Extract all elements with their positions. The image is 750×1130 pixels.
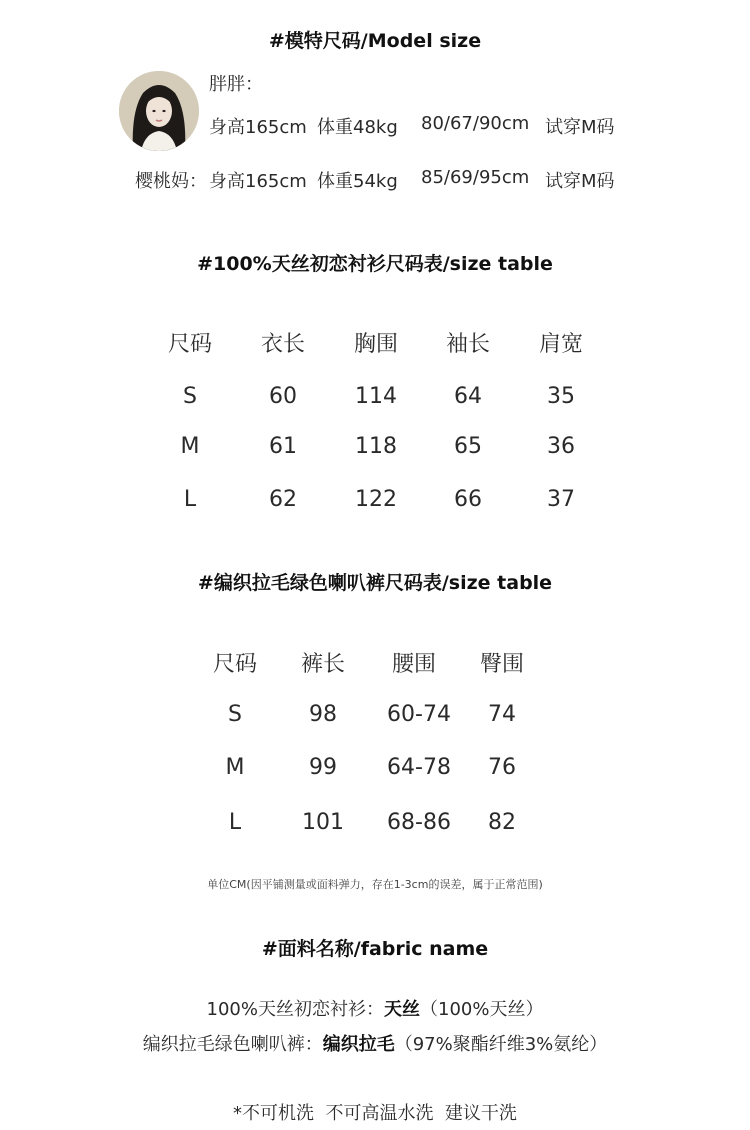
shirt-header-sleeve: 袖长 — [445, 332, 490, 357]
table-cell: 35 — [547, 384, 575, 409]
table-cell: S — [228, 702, 242, 727]
table-cell: S — [183, 384, 197, 409]
table-cell: 61 — [269, 434, 297, 459]
fabric-item-name: 天丝 — [384, 999, 420, 1020]
shirt-header-size: 尺码 — [167, 332, 212, 357]
model-size-heading: #模特尺码/Model size — [268, 30, 482, 52]
model-avatar — [119, 71, 199, 151]
table-cell: 76 — [488, 755, 516, 780]
model-2-measurements: 85/69/95cm — [421, 167, 530, 188]
pants-header-length: 裤长 — [300, 652, 345, 677]
fabric-item-label: 100%天丝初恋衬衫： — [206, 999, 384, 1020]
model-2-height: 身高165cm — [209, 171, 307, 192]
fabric-heading: #面料名称/fabric name — [261, 938, 489, 960]
fabric-item-name: 编织拉毛 — [322, 1034, 395, 1055]
fabric-item-detail: （97%聚酯纤维3%氨纶） — [394, 1034, 608, 1055]
model-1-name: 胖胖： — [209, 74, 263, 95]
table-cell: 122 — [355, 487, 397, 512]
pants-header-hip: 臀围 — [479, 652, 524, 677]
table-cell: 114 — [355, 384, 397, 409]
model-photo-icon — [119, 71, 199, 151]
table-cell: 60 — [269, 384, 297, 409]
table-cell: L — [228, 810, 242, 835]
table-cell: 64 — [454, 384, 482, 409]
table-cell: 36 — [547, 434, 575, 459]
shirt-table-heading: #100%天丝初恋衬衫尺码表/size table — [197, 253, 553, 275]
model-2-weight: 体重54kg — [317, 171, 398, 192]
model-1-tried-size: 试穿M码 — [545, 117, 615, 138]
table-cell: 66 — [454, 487, 482, 512]
fabric-item-shirt — [0, 995, 750, 1021]
table-cell: 37 — [547, 487, 575, 512]
table-cell: M — [225, 755, 245, 780]
table-cell: M — [180, 434, 200, 459]
care-instructions: *不可机洗 不可高温水洗 建议干洗 — [233, 1103, 517, 1124]
shirt-header-shoulder: 肩宽 — [538, 332, 583, 357]
shirt-header-chest: 胸围 — [353, 332, 398, 357]
table-cell: 65 — [454, 434, 482, 459]
table-cell: 60-74 — [387, 702, 451, 727]
model-1-measurements: 80/67/90cm — [421, 113, 530, 134]
table-cell: 98 — [309, 702, 337, 727]
fabric-item-label: 编织拉毛绿色喇叭裤： — [142, 1034, 323, 1055]
table-cell: 68-86 — [387, 810, 451, 835]
fabric-item-detail: （100%天丝） — [420, 999, 544, 1020]
table-cell: 99 — [309, 755, 337, 780]
model-1-height: 身高165cm — [209, 117, 307, 138]
pants-table-heading: #编织拉毛绿色喇叭裤尺码表/size table — [197, 572, 553, 594]
table-cell: 74 — [488, 702, 516, 727]
table-cell: 82 — [488, 810, 516, 835]
pants-header-waist: 腰围 — [391, 652, 436, 677]
table-cell: 118 — [355, 434, 397, 459]
table-cell: 62 — [269, 487, 297, 512]
measurement-note: 单位CM(因平铺测量或面料弹力，存在1-3cm的误差，属于正常范围) — [207, 878, 543, 891]
shirt-header-length: 衣长 — [260, 332, 305, 357]
table-cell: 101 — [302, 810, 344, 835]
table-cell: 64-78 — [387, 755, 451, 780]
model-1-weight: 体重48kg — [317, 117, 398, 138]
pants-header-size: 尺码 — [212, 652, 257, 677]
fabric-item-pants — [0, 1030, 750, 1056]
model-2-tried-size: 试穿M码 — [545, 171, 615, 192]
model-2-name: 樱桃妈： — [135, 171, 207, 192]
table-cell: L — [183, 487, 197, 512]
